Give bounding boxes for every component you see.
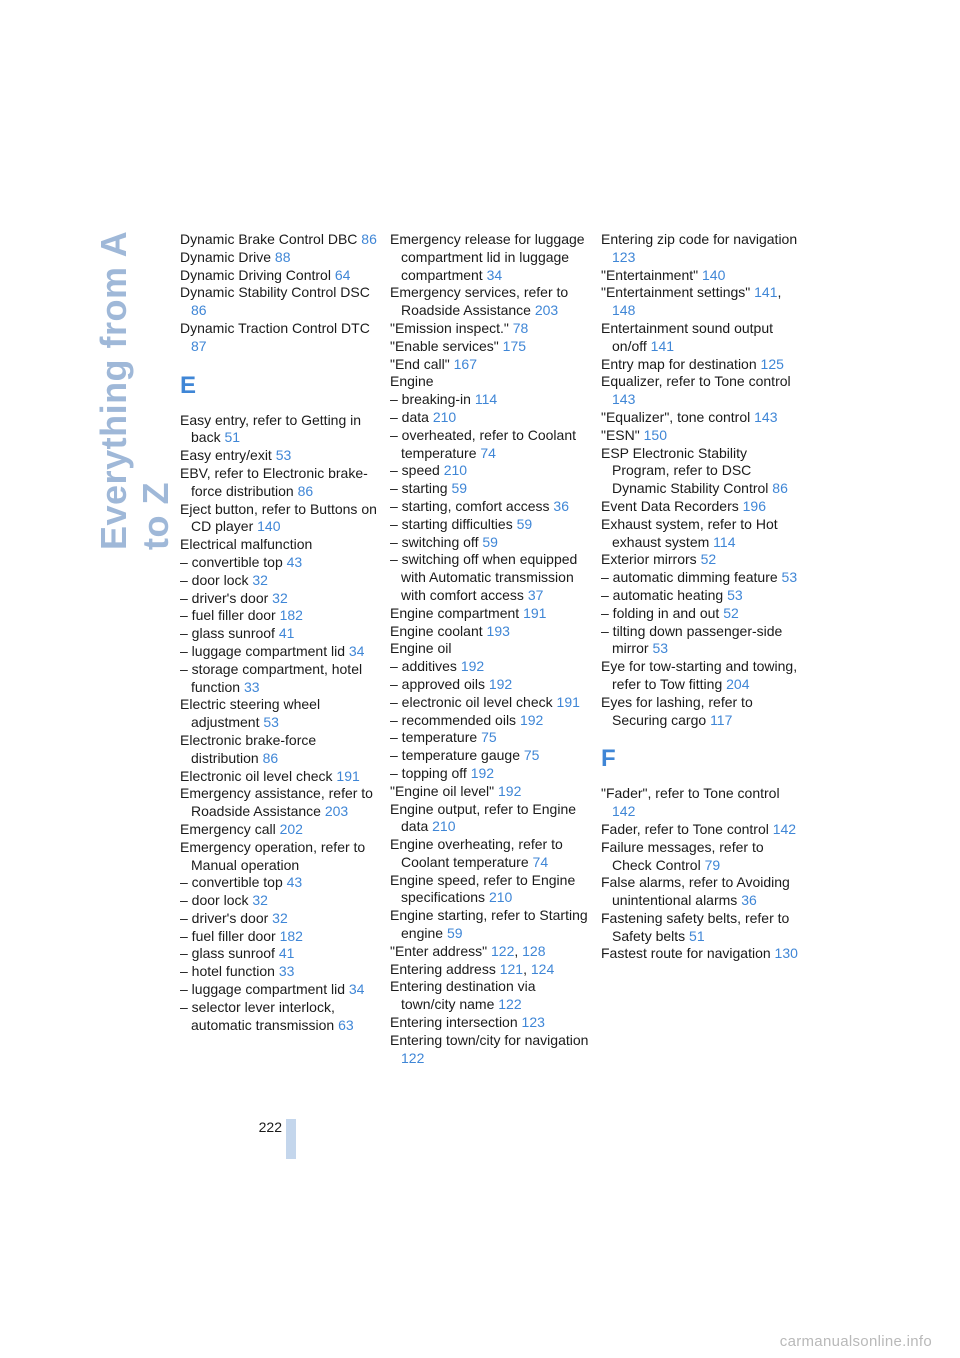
page-link[interactable]: 204 [726,675,750,692]
index-term: "End call" [390,355,450,372]
page-link[interactable]: 34 [348,642,365,659]
index-term: – glass sunroof [180,945,275,962]
index-term: – automatic dimming feature [601,569,778,586]
index-entry [601,267,801,285]
page-link[interactable]: 122 [401,1049,425,1066]
index-entry [601,821,801,839]
page-link[interactable]: 143 [612,391,636,408]
page-link[interactable]: 210 [432,408,457,425]
index-entry [390,516,590,534]
page-link[interactable]: 191 [336,767,360,784]
index-term: Eye for tow-starting and towing, refer to Tow fitting [601,658,798,692]
index-entry [180,249,380,267]
page-link[interactable]: 193 [486,622,510,639]
index-entry [601,373,801,409]
index-term: Entering intersection [390,1014,518,1031]
page-link[interactable]: 41 [278,945,295,962]
page-link[interactable]: 123 [612,248,636,265]
page-link[interactable]: 33 [243,678,260,695]
index-term: ESP Electronic Stability Program, refer to DSC Dynamic Stability Control [601,444,769,497]
page-marker-bar [286,1119,296,1159]
index-term: Eyes for lashing, refer to Securing cargo [601,693,753,728]
index-entry [390,623,590,641]
page-link[interactable]: 33 [278,963,295,980]
page-link[interactable]: 86 [191,302,207,319]
index-entry [390,747,590,765]
index-term: Entering destination via town/city name [390,978,536,1013]
index-entry [390,231,590,284]
page-link[interactable]: 64 [334,266,351,283]
index-entry [601,874,801,910]
index-entry [601,284,801,320]
index-term: "Equalizer", tone control [601,408,751,425]
index-term: Emergency call [180,820,276,837]
index-term: – hotel function [180,963,275,980]
index-term: Dynamic Traction Control DTC [180,319,370,336]
index-entry [390,783,590,801]
index-entry [390,320,590,338]
index-term: "ESN" [601,426,640,443]
index-term: "Engine oil level" [390,782,495,799]
page-link[interactable]: 122 [498,996,522,1013]
index-entry [180,874,380,892]
page-link[interactable]: 182 [279,927,303,944]
page-link[interactable]: 86 [262,749,279,766]
index-term: – driver's door [180,589,269,606]
index-entry [180,320,380,356]
index-entry [390,694,590,712]
index-entry [180,554,380,572]
page-link[interactable]: 150 [643,426,667,443]
index-term: – starting, comfort access [390,497,550,514]
index-term: – glass sunroof [180,625,275,642]
index-entry [601,551,801,569]
page-link[interactable]: 78 [512,319,529,336]
index-entry [390,373,590,391]
page-link[interactable]: 32 [252,571,268,588]
index-entry [601,658,801,694]
index-term: Event Data Recorders [601,497,739,514]
index-entry [601,516,801,552]
index-term: – switching off [390,533,479,550]
index-term: Engine output, refer to Engine data [390,800,577,835]
index-entry [390,1014,590,1032]
index-entry [180,536,380,554]
watermark: carmanualsonline.info [779,1333,932,1350]
index-entry [180,821,380,839]
index-entry [601,623,801,659]
index-term: – electronic oil level check [390,693,553,710]
index-term: Easy entry/exit [180,447,272,464]
index-entry [390,978,590,1014]
index-entry [390,480,590,498]
index-term: Emergency assistance, refer to Roadside Assistance [180,785,373,820]
index-term: – convertible top [180,553,283,570]
index-term: Entering address [390,960,496,977]
page-link[interactable]: 130 [774,945,798,962]
index-entry [390,427,590,463]
index-entry [390,284,590,320]
index-term: – tilting down passenger-side mirror [601,622,783,657]
page-link[interactable]: 191 [523,604,547,621]
index-term: Fastening safety belts, refer to Safety belts [601,909,790,944]
index-term: Dynamic Driving Control [180,266,331,283]
page-link[interactable]: 63 [338,1016,354,1033]
index-term: – switching off when equipped with Automatic transmission with comfort access [390,551,578,603]
index-term: – luggage compartment lid [180,981,345,998]
page-link[interactable]: 74 [480,444,496,461]
index-entry [390,676,590,694]
index-entry [601,320,801,356]
page-link[interactable]: 75 [481,729,497,746]
index-entry [601,910,801,946]
index-entry [180,607,380,625]
index-term: – starting [390,480,448,497]
index-term: "Fader", refer to Tone control [601,785,780,802]
index-term: Eject button, refer to Buttons on CD player [180,500,377,535]
page-link[interactable]: 141 [754,284,778,301]
index-term: – luggage compartment lid [180,642,345,659]
page-link[interactable]: 43 [286,553,303,570]
index-term: "Emission inspect." [390,319,509,336]
index-entry [390,391,590,409]
index-entry [390,356,590,374]
index-term: Emergency operation, refer to Manual operation [180,838,366,873]
page-link[interactable]: 124 [530,960,555,977]
index-entry [601,498,801,516]
index-entry [601,839,801,875]
index-entry [180,696,380,732]
page-link[interactable]: 86 [297,482,314,499]
side-title: Everything from A to Z [93,232,176,550]
index-term: – door lock [180,892,249,909]
index-entry [601,569,801,587]
page-link[interactable]: 202 [279,820,303,837]
index-entry [601,694,801,730]
index-term: Electronic oil level check [180,767,333,784]
index-entry [180,963,380,981]
page-link[interactable]: 86 [361,231,377,247]
page-separator: , [777,284,782,301]
index-entry [601,785,801,821]
index-term: Easy entry, refer to Getting in back [180,411,362,446]
index-entry [390,498,590,516]
index-entry [390,801,590,837]
index-term: – fuel filler door [180,927,276,944]
index-entry [390,729,590,747]
page-link[interactable]: 192 [488,675,513,692]
page-link[interactable]: 53 [781,569,798,586]
index-entry [180,447,380,465]
index-term: Engine starting, refer to Starting engine [390,907,588,942]
page-link[interactable]: 203 [324,803,349,820]
index-entry [390,765,590,783]
index-entry [390,462,590,480]
index-term: "Enable services" [390,337,499,354]
page-link[interactable]: 142 [772,820,797,837]
index-term: – driver's door [180,909,269,926]
page-link[interactable]: 75 [523,747,540,764]
index-entry [390,338,590,356]
page-link[interactable]: 192 [470,764,495,781]
page-separator: , [523,960,531,977]
index-entry [601,409,801,427]
index-entry [601,945,801,963]
page-link[interactable]: 88 [274,248,291,265]
index-term: – storage compartment, hotel function [180,660,363,695]
index-entry [180,928,380,946]
page-link[interactable]: 41 [278,625,295,642]
section-letter: E [180,371,197,399]
index-entry [180,572,380,590]
index-term: – selector lever interlock, automatic transmission [180,998,335,1033]
page-link[interactable]: 59 [446,925,463,942]
index-term: – data [390,408,429,425]
page-link[interactable]: 59 [451,480,468,497]
page-link[interactable]: 142 [612,803,636,820]
index-term: Exhaust system, refer to Hot exhaust system [601,515,778,550]
index-term: – folding in and out [601,604,720,621]
index-term: Entry map for destination [601,355,757,372]
page-link[interactable]: 51 [224,429,241,446]
index-column-3 [601,231,801,963]
index-entry [180,732,380,768]
index-term: – topping off [390,764,467,781]
index-term: Dynamic Drive [180,248,272,265]
index-term: Electronic brake-force distribution [180,731,317,766]
index-term: Exterior mirrors [601,551,697,568]
index-term: – temperature gauge [390,747,520,764]
index-term: Engine overheating, refer to Coolant temperature [390,836,563,870]
index-entry [180,999,380,1035]
page-link[interactable]: 192 [460,658,485,675]
page-link[interactable]: 123 [521,1014,545,1031]
index-entry [390,1032,590,1068]
page-link[interactable]: 59 [482,533,498,550]
index-term: – additives [390,658,457,675]
index-entry [601,427,801,445]
page-link[interactable]: 192 [498,782,522,799]
index-term: Electric steering wheel adjustment [180,696,321,731]
page-link[interactable]: 210 [432,818,456,835]
index-term: – speed [390,462,440,479]
page-link[interactable]: 192 [519,711,544,728]
index-entry [180,625,380,643]
index-term: Emergency services, refer to Roadside Assistance [390,284,569,319]
page-link[interactable]: 122 [491,942,515,959]
page-link[interactable]: 196 [742,497,766,514]
index-term: Engine compartment [390,604,520,621]
page-link[interactable]: 34 [486,266,503,283]
page-link[interactable]: 140 [702,266,726,283]
index-term: Entering zip code for navigation [601,231,798,247]
index-term: Entertainment sound output on/off [601,319,774,354]
page-link[interactable]: 182 [279,607,303,624]
index-term: Emergency release for luggage compartment lid in luggage compartment [390,231,585,283]
index-term: – approved oils [390,675,485,692]
index-term: – recommended oils [390,711,517,728]
page-link[interactable]: 140 [257,518,281,535]
index-column-2 [390,231,590,1067]
page-link[interactable]: 141 [650,337,675,354]
index-term: "Enter address" [390,942,488,959]
index-term: Dynamic Stability Control DSC [180,284,370,301]
page-link[interactable]: 52 [723,604,739,621]
index-term: EBV, refer to Electronic brake-force distribution [180,464,368,499]
page-link[interactable]: 51 [689,927,705,944]
page-link[interactable]: 53 [727,586,743,603]
page-separator: , [514,942,523,959]
index-term: – door lock [180,571,249,588]
index-entry [390,961,590,979]
page-link[interactable]: 37 [527,586,544,603]
index-term: Fader, refer to Tone control [601,820,769,837]
index-term: False alarms, refer to Avoiding unintentional alarms [601,874,790,909]
index-entry [180,892,380,910]
index-entry [180,231,380,249]
index-term: Equalizer, refer to Tone control [601,373,791,390]
index-entry [180,465,380,501]
index-entry [390,640,590,658]
index-term: – overheated, refer to Coolant temperature [390,426,577,461]
index-entry [390,907,590,943]
index-term: Failure messages, refer to Check Control [601,838,764,873]
index-entry [180,501,380,537]
index-entry [180,768,380,786]
index-entry [180,661,380,697]
page-link[interactable]: 53 [275,447,292,464]
section-letter: F [601,745,616,773]
page-link[interactable]: 36 [553,497,569,514]
index-term: Engine oil [390,640,452,657]
index-term: Electrical malfunction [180,536,313,553]
index-term: – temperature [390,729,478,746]
index-entry [180,910,380,928]
index-entry [390,658,590,676]
index-entry [180,785,380,821]
page-link[interactable]: 59 [516,515,533,532]
index-entry [390,605,590,623]
page-link[interactable]: 167 [453,355,477,372]
page-link[interactable]: 87 [191,337,207,354]
page-link[interactable]: 210 [488,889,513,906]
page-link[interactable]: 128 [522,942,546,959]
index-entry [601,356,801,374]
index-term: – breaking-in [390,391,471,408]
index-entry [180,284,380,320]
page-link[interactable]: 43 [286,874,303,891]
index-entry [390,409,590,427]
index-term: "Entertainment settings" [601,284,751,301]
page-link[interactable]: 79 [704,856,721,873]
index-term: Entering town/city for navigation [390,1031,589,1048]
page-link[interactable]: 143 [754,408,778,425]
index-entry [390,943,590,961]
page-link[interactable]: 114 [713,533,736,550]
index-entry [180,839,380,875]
page-link[interactable]: 32 [252,892,268,909]
page-link[interactable]: 74 [532,853,549,870]
index-entry [601,587,801,605]
index-entry [390,836,590,872]
page-link[interactable]: 53 [263,714,279,731]
page-link[interactable]: 52 [700,551,717,568]
index-term: – starting difficulties [390,515,513,532]
index-entry [601,231,801,267]
page-link[interactable]: 53 [652,640,669,657]
page-number: 222 [258,1119,282,1135]
page-link[interactable]: 36 [741,892,757,909]
page-link[interactable]: 125 [760,355,784,372]
page-link[interactable]: 210 [443,462,468,479]
index-term: "Entertainment" [601,266,699,283]
page-link[interactable]: 203 [534,302,559,319]
page-link[interactable]: 117 [710,711,733,728]
index-entry [180,412,380,448]
index-term: – convertible top [180,874,283,891]
index-entry [390,551,590,604]
page-link[interactable]: 32 [272,589,288,606]
page-link[interactable]: 86 [772,480,788,497]
page-link[interactable]: 34 [348,981,365,998]
page-link[interactable]: 32 [272,909,288,926]
index-entry [601,605,801,623]
page-link[interactable]: 121 [499,960,524,977]
index-term: – automatic heating [601,586,724,603]
index-column-1 [180,231,380,1034]
page-link[interactable]: 148 [612,302,636,319]
index-entry [601,445,801,498]
index-term: Engine [390,373,434,390]
index-entry [180,643,380,661]
index-term: Fastest route for navigation [601,945,771,962]
index-entry [180,945,380,963]
index-entry [390,872,590,908]
index-term: Dynamic Brake Control DBC [180,231,358,247]
index-entry [180,590,380,608]
page-link[interactable]: 175 [502,337,527,354]
index-term: Engine speed, refer to Engine specifications [390,871,576,906]
index-entry [180,267,380,285]
index-entry [390,534,590,552]
index-entry [180,981,380,999]
page-link[interactable]: 191 [556,693,580,710]
index-term: – fuel filler door [180,607,276,624]
page-link[interactable]: 114 [474,391,498,408]
index-term: Engine coolant [390,622,483,639]
index-entry [390,712,590,730]
